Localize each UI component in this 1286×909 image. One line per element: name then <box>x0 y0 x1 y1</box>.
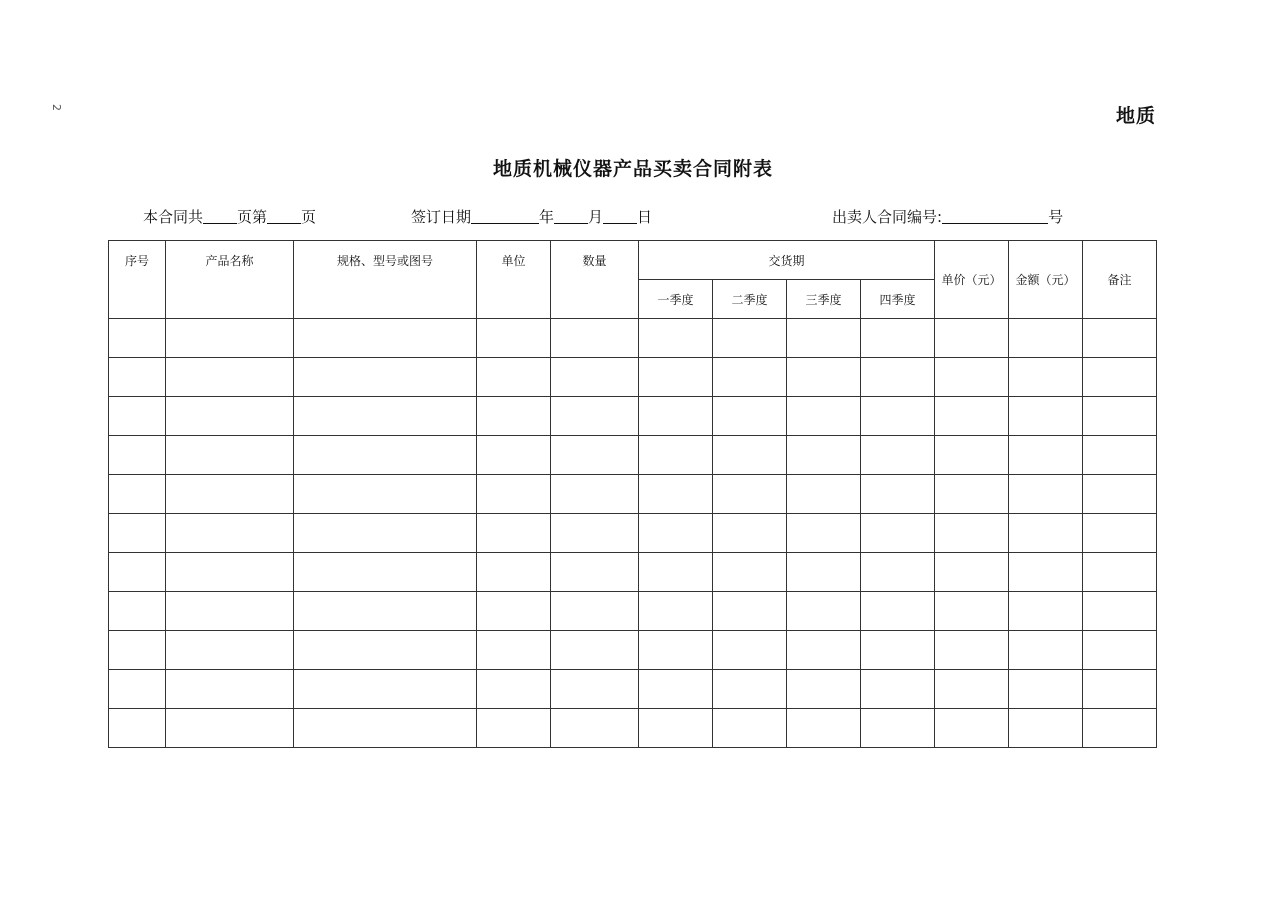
cell-seq[interactable] <box>109 592 166 631</box>
cell-unit[interactable] <box>477 436 551 475</box>
cell-spec[interactable] <box>294 514 477 553</box>
cell-q4[interactable] <box>861 358 935 397</box>
header-remark-label: 备注 <box>1107 273 1132 287</box>
cell-q1[interactable] <box>639 592 713 631</box>
cell-product-name[interactable] <box>166 436 294 475</box>
date-prefix-text: 签订日期 <box>411 208 472 226</box>
cell-q3[interactable] <box>787 514 861 553</box>
cell-q3[interactable] <box>787 592 861 631</box>
cell-unit[interactable] <box>477 358 551 397</box>
contract-no-suffix-text: 号 <box>1048 208 1064 226</box>
table-row <box>109 709 1157 748</box>
cell-quantity[interactable] <box>551 358 639 397</box>
cell-amount[interactable] <box>1009 553 1083 592</box>
cell-q1[interactable] <box>639 553 713 592</box>
cell-product-name[interactable] <box>166 631 294 670</box>
header-seq <box>109 241 166 319</box>
cell-q4[interactable] <box>861 514 935 553</box>
header-quantity <box>551 241 639 319</box>
cell-q1[interactable] <box>639 631 713 670</box>
cell-q1[interactable] <box>639 436 713 475</box>
cell-amount[interactable] <box>1009 397 1083 436</box>
cell-amount[interactable] <box>1009 475 1083 514</box>
signing-date-line <box>411 206 652 227</box>
header-quarter-1 <box>639 280 713 319</box>
page-count-line <box>143 206 316 227</box>
cell-q4[interactable] <box>861 436 935 475</box>
header-amount-label: 金额（元） <box>1015 273 1076 287</box>
header-unit-price <box>935 241 1009 319</box>
quarter-3-label: 三季度 <box>805 292 842 307</box>
header-unit-label: 单位 <box>501 254 526 268</box>
cell-product-name[interactable] <box>166 670 294 709</box>
cell-q4[interactable] <box>861 475 935 514</box>
table-row <box>109 475 1157 514</box>
cell-seq[interactable] <box>109 319 166 358</box>
header-product-name-label: 产品名称 <box>205 254 254 268</box>
cell-quantity[interactable] <box>551 631 639 670</box>
cell-quantity[interactable] <box>551 475 639 514</box>
cell-remark[interactable] <box>1083 319 1157 358</box>
cell-q2[interactable] <box>713 436 787 475</box>
quarter-4-label: 四季度 <box>879 292 916 307</box>
cell-q2[interactable] <box>713 397 787 436</box>
header-delivery <box>639 241 935 280</box>
day-blank[interactable] <box>603 209 637 224</box>
quarter-1-label: 一季度 <box>657 292 694 307</box>
cell-spec[interactable] <box>294 709 477 748</box>
cell-seq[interactable] <box>109 514 166 553</box>
header-quarter-2 <box>713 280 787 319</box>
cell-q4[interactable] <box>861 631 935 670</box>
header-quantity-label: 数量 <box>582 254 607 268</box>
cell-q2[interactable] <box>713 319 787 358</box>
cell-unit-price[interactable] <box>935 475 1009 514</box>
cell-q1[interactable] <box>639 397 713 436</box>
month-text: 月 <box>588 208 604 226</box>
cell-product-name[interactable] <box>166 514 294 553</box>
total-pages-blank[interactable] <box>203 209 237 224</box>
cell-spec[interactable] <box>294 319 477 358</box>
table-row <box>109 553 1157 592</box>
cell-seq[interactable] <box>109 670 166 709</box>
cell-q3[interactable] <box>787 670 861 709</box>
cell-unit[interactable] <box>477 475 551 514</box>
table-row <box>109 319 1157 358</box>
cell-remark[interactable] <box>1083 514 1157 553</box>
cell-q1[interactable] <box>639 319 713 358</box>
cell-amount[interactable] <box>1009 592 1083 631</box>
cell-spec[interactable] <box>294 475 477 514</box>
page-number-blank[interactable] <box>267 209 301 224</box>
cell-seq[interactable] <box>109 397 166 436</box>
table-row <box>109 397 1157 436</box>
cell-spec[interactable] <box>294 670 477 709</box>
cell-q3[interactable] <box>787 358 861 397</box>
cell-q1[interactable] <box>639 670 713 709</box>
cell-q2[interactable] <box>713 475 787 514</box>
cell-spec[interactable] <box>294 436 477 475</box>
cell-unit-price[interactable] <box>935 553 1009 592</box>
cell-unit-price[interactable] <box>935 592 1009 631</box>
cell-q4[interactable] <box>861 709 935 748</box>
cell-quantity[interactable] <box>551 592 639 631</box>
header-quarter-3 <box>787 280 861 319</box>
cell-amount[interactable] <box>1009 709 1083 748</box>
cell-q2[interactable] <box>713 670 787 709</box>
cell-product-name[interactable] <box>166 358 294 397</box>
cell-remark[interactable] <box>1083 592 1157 631</box>
contract-no-prefix-text: 出卖人合同编号: <box>832 208 943 226</box>
header-unit <box>477 241 551 319</box>
cell-remark[interactable] <box>1083 358 1157 397</box>
cell-q1[interactable] <box>639 514 713 553</box>
cell-product-name[interactable] <box>166 319 294 358</box>
cell-quantity[interactable] <box>551 553 639 592</box>
cell-remark[interactable] <box>1083 436 1157 475</box>
cell-q3[interactable] <box>787 553 861 592</box>
cell-unit[interactable] <box>477 553 551 592</box>
table-row <box>109 514 1157 553</box>
contract-number-blank[interactable] <box>942 209 1048 224</box>
header-delivery-label: 交货期 <box>768 253 805 268</box>
cell-unit-price[interactable] <box>935 709 1009 748</box>
header-spec <box>294 241 477 319</box>
cell-q4[interactable] <box>861 553 935 592</box>
cell-quantity[interactable] <box>551 670 639 709</box>
header-unit-price-label: 单价（元） <box>941 273 1002 287</box>
cell-product-name[interactable] <box>166 592 294 631</box>
cell-q4[interactable] <box>861 670 935 709</box>
cell-seq[interactable] <box>109 436 166 475</box>
table-row <box>109 436 1157 475</box>
table-row <box>109 631 1157 670</box>
header-product-name <box>166 241 294 319</box>
cell-remark[interactable] <box>1083 631 1157 670</box>
cell-quantity[interactable] <box>551 436 639 475</box>
cell-amount[interactable] <box>1009 670 1083 709</box>
cell-unit-price[interactable] <box>935 514 1009 553</box>
pages-suffix-text: 页 <box>301 208 317 226</box>
header-amount <box>1009 241 1083 319</box>
cell-amount[interactable] <box>1009 436 1083 475</box>
pages-prefix-text: 本合同共 <box>143 208 204 226</box>
cell-q2[interactable] <box>713 709 787 748</box>
cell-q3[interactable] <box>787 319 861 358</box>
product-schedule-table <box>108 240 1157 748</box>
cell-remark[interactable] <box>1083 475 1157 514</box>
cell-seq[interactable] <box>109 709 166 748</box>
cell-q4[interactable] <box>861 319 935 358</box>
table-row <box>109 592 1157 631</box>
cell-unit[interactable] <box>477 670 551 709</box>
cell-seq[interactable] <box>109 631 166 670</box>
table-row <box>109 358 1157 397</box>
cell-quantity[interactable] <box>551 397 639 436</box>
cell-product-name[interactable] <box>166 553 294 592</box>
cell-remark[interactable] <box>1083 553 1157 592</box>
cell-spec[interactable] <box>294 592 477 631</box>
pages-mid-text: 页第 <box>237 208 268 226</box>
cell-q3[interactable] <box>787 631 861 670</box>
cell-spec[interactable] <box>294 631 477 670</box>
year-text: 年 <box>539 208 555 226</box>
cell-unit-price[interactable] <box>935 436 1009 475</box>
contract-number-line <box>832 206 1063 227</box>
cell-unit[interactable] <box>477 397 551 436</box>
cell-seq[interactable] <box>109 553 166 592</box>
cell-q3[interactable] <box>787 709 861 748</box>
header-seq-label: 序号 <box>124 254 149 268</box>
cell-product-name[interactable] <box>166 709 294 748</box>
cell-amount[interactable] <box>1009 319 1083 358</box>
cell-q2[interactable] <box>713 514 787 553</box>
cell-spec[interactable] <box>294 553 477 592</box>
cell-unit-price[interactable] <box>935 319 1009 358</box>
page-title: 地质机械仪器产品买卖合同附表 <box>492 158 773 180</box>
cell-q4[interactable] <box>861 397 935 436</box>
header-spec-label: 规格、型号或图号 <box>336 254 433 268</box>
cell-q2[interactable] <box>713 592 787 631</box>
cell-q3[interactable] <box>787 475 861 514</box>
cell-q1[interactable] <box>639 475 713 514</box>
year-blank[interactable] <box>471 209 539 224</box>
cell-q2[interactable] <box>713 631 787 670</box>
cell-product-name[interactable] <box>166 397 294 436</box>
cell-unit-price[interactable] <box>935 397 1009 436</box>
cell-unit-price[interactable] <box>935 358 1009 397</box>
table-row <box>109 670 1157 709</box>
cell-spec[interactable] <box>294 397 477 436</box>
cell-q4[interactable] <box>861 592 935 631</box>
month-blank[interactable] <box>554 209 588 224</box>
header-row-1 <box>109 241 1157 280</box>
cell-quantity[interactable] <box>551 514 639 553</box>
margin-page-mark: 2 <box>50 104 63 111</box>
cell-q1[interactable] <box>639 709 713 748</box>
day-text: 日 <box>637 208 653 226</box>
cell-unit[interactable] <box>477 514 551 553</box>
cell-amount[interactable] <box>1009 631 1083 670</box>
cell-remark[interactable] <box>1083 670 1157 709</box>
cell-unit[interactable] <box>477 631 551 670</box>
quarter-2-label: 二季度 <box>731 292 768 307</box>
cell-quantity[interactable] <box>551 319 639 358</box>
cell-remark[interactable] <box>1083 709 1157 748</box>
cell-q3[interactable] <box>787 436 861 475</box>
cell-amount[interactable] <box>1009 358 1083 397</box>
cell-unit-price[interactable] <box>935 670 1009 709</box>
cell-unit[interactable] <box>477 592 551 631</box>
cell-unit[interactable] <box>477 319 551 358</box>
cell-unit-price[interactable] <box>935 631 1009 670</box>
cell-spec[interactable] <box>294 358 477 397</box>
cell-q2[interactable] <box>713 358 787 397</box>
header-quarter-4 <box>861 280 935 319</box>
cell-quantity[interactable] <box>551 709 639 748</box>
cell-q1[interactable] <box>639 358 713 397</box>
cell-unit[interactable] <box>477 709 551 748</box>
cell-seq[interactable] <box>109 358 166 397</box>
cell-remark[interactable] <box>1083 397 1157 436</box>
cell-seq[interactable] <box>109 475 166 514</box>
cell-amount[interactable] <box>1009 514 1083 553</box>
cell-q2[interactable] <box>713 553 787 592</box>
cell-product-name[interactable] <box>166 475 294 514</box>
cell-q3[interactable] <box>787 397 861 436</box>
header-remark <box>1083 241 1157 319</box>
header-corner-label: 地质 <box>1116 105 1157 127</box>
